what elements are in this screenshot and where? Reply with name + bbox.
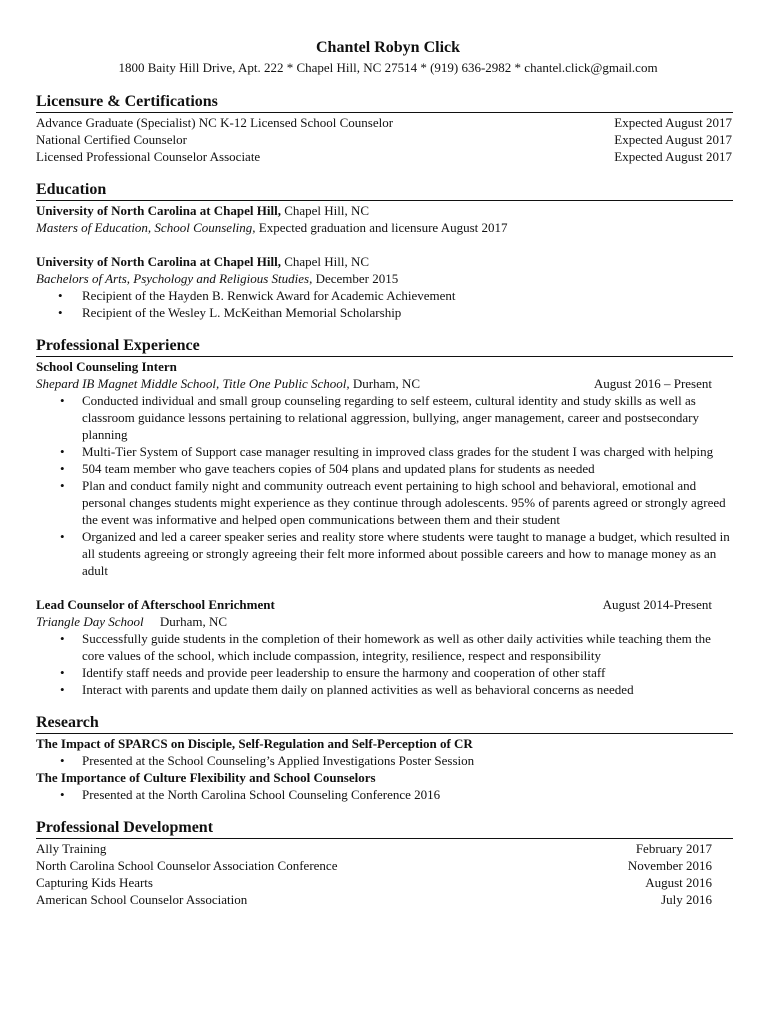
list-item: • Presented at the School Counseling’s Applied Investigations Poster Session <box>36 752 732 769</box>
list-item: • Organized and led a career speaker series and reality store where students were taught to manage a budget, which resulted in all students agreeing or strongly agreeing their felt more informed about possible careers and how to manage money as an adult <box>36 528 732 579</box>
job-date: August 2014-Present <box>602 597 712 612</box>
licensure-date: Expected August 2017 <box>614 132 732 147</box>
job-title: School Counseling Intern <box>36 359 177 374</box>
list-item: • Conducted individual and small group counseling regarding to self esteem, cultural identity and study skills as well as classroom guidance lessons pertaining to relational aggression, bullying, anger management, career and postsecondary planning <box>36 392 732 443</box>
education-school-line <box>36 253 732 270</box>
licensure-title: Advance Graduate (Specialist) NC K-12 Licensed School Counselor <box>36 115 394 130</box>
list-item: • Interact with parents and update them daily on planned activities as well as behavioral concerns as needed <box>36 681 732 698</box>
job-bullets <box>36 392 732 579</box>
list-item: • Recipient of the Hayden B. Renwick Award for Academic Achievement <box>36 287 732 304</box>
education-degree: Masters of Education, School Counseling, <box>36 220 256 235</box>
education-list <box>36 202 732 321</box>
licensure-row <box>36 148 732 165</box>
education-school: University of North Carolina at Chapel Hill, <box>36 203 281 218</box>
section-divider <box>36 112 733 113</box>
section-divider <box>36 200 733 201</box>
section-divider <box>36 838 733 839</box>
development-title: American School Counselor Association <box>36 892 248 907</box>
development-row <box>36 857 732 874</box>
section-heading-development: Professional Development <box>36 819 214 836</box>
development-date: July 2016 <box>661 892 712 907</box>
spacer <box>36 579 732 596</box>
development-row <box>36 891 732 908</box>
job-place-name: Triangle Day School <box>36 614 144 629</box>
research-bullets <box>36 752 732 769</box>
research-bullets <box>36 786 732 803</box>
resume-name: Chantel Robyn Click <box>315 39 461 56</box>
development-title: Capturing Kids Hearts <box>36 875 153 890</box>
development-title: Ally Training <box>36 841 107 856</box>
job-place <box>36 375 420 392</box>
job-place-row <box>36 613 732 630</box>
list-item: • Presented at the North Carolina School Counseling Conference 2016 <box>36 786 732 803</box>
education-location: Chapel Hill, NC <box>280 254 370 269</box>
development-row <box>36 840 732 857</box>
list-item: • Plan and conduct family night and community outreach event pertaining to high school and behavioral, emotional and personal changes students might experience as they continue through adolescents. 95% of parents agreed or strongly agreed the event was informative and helped open communications between them and their student <box>36 477 732 528</box>
licensure-title: Licensed Professional Counselor Associate <box>36 149 261 164</box>
development-title: North Carolina School Counselor Association Conference <box>36 858 338 873</box>
job-place-name: Shepard IB Magnet Middle School, Title One Public School, <box>36 376 350 391</box>
development-date: February 2017 <box>635 841 712 856</box>
education-bullets <box>36 287 732 321</box>
education-detail: Expected graduation and licensure August 2017 <box>255 220 508 235</box>
education-detail: , December 2015 <box>309 271 399 286</box>
section-divider <box>36 356 733 357</box>
job-title: Lead Counselor of Afterschool Enrichment <box>36 597 275 612</box>
research-list <box>36 735 732 803</box>
education-degree-line <box>36 219 732 236</box>
list-item: • Multi-Tier System of Support case manager resulting in improved class grades for the student I was charged with helping <box>36 443 732 460</box>
licensure-date: Expected August 2017 <box>614 149 732 164</box>
job-date: August 2016 – Present <box>593 376 712 391</box>
job-city: Durham, NC <box>143 614 228 629</box>
section-heading-experience: Professional Experience <box>36 337 200 354</box>
education-degree-line <box>36 270 732 287</box>
list-item: • Recipient of the Wesley L. McKeithan Memorial Scholarship <box>36 304 732 321</box>
licensure-date: Expected August 2017 <box>614 115 732 130</box>
experience-list <box>36 358 732 698</box>
list-item: • 504 team member who gave teachers copies of 504 plans and updated plans for students as needed <box>36 460 732 477</box>
development-row <box>36 874 732 891</box>
section-heading-research: Research <box>36 714 99 731</box>
job-bullets <box>36 630 732 698</box>
research-title: The Importance of Culture Flexibility and School Counselors <box>36 770 376 785</box>
spacer <box>36 236 732 253</box>
education-location: Chapel Hill, NC <box>280 203 370 218</box>
job-title-row <box>36 596 732 613</box>
development-list <box>36 840 732 908</box>
section-heading-licensure: Licensure & Certifications <box>36 93 218 110</box>
licensure-row <box>36 131 732 148</box>
research-title: The Impact of SPARCS on Disciple, Self-Regulation and Self-Perception of CR <box>36 736 473 751</box>
licensure-title: National Certified Counselor <box>36 132 187 147</box>
development-date: August 2016 <box>645 875 712 890</box>
contact-line: 1800 Baity Hill Drive, Apt. 222 * Chapel Hill, NC 27514 * (919) 636-2982 * chantel.click@gmail.com <box>118 60 658 75</box>
section-heading-education: Education <box>36 181 107 198</box>
licensure-list <box>36 114 732 165</box>
section-divider <box>36 733 733 734</box>
job-place-row <box>36 375 732 392</box>
job-city: Durham, NC <box>349 376 421 391</box>
education-degree: Bachelors of Arts, Psychology and Religious Studies <box>36 271 310 286</box>
development-date: November 2016 <box>627 858 712 873</box>
licensure-row <box>36 114 732 131</box>
education-school: University of North Carolina at Chapel Hill, <box>36 254 281 269</box>
education-school-line <box>36 202 732 219</box>
list-item: • Successfully guide students in the completion of their homework as well as other daily activities while teaching them the core values of the school, which include compassion, integrity, resilience, respect and responsibility <box>36 630 732 664</box>
list-item: • Identify staff needs and provide peer leadership to ensure the harmony and cooperation of other staff <box>36 664 732 681</box>
